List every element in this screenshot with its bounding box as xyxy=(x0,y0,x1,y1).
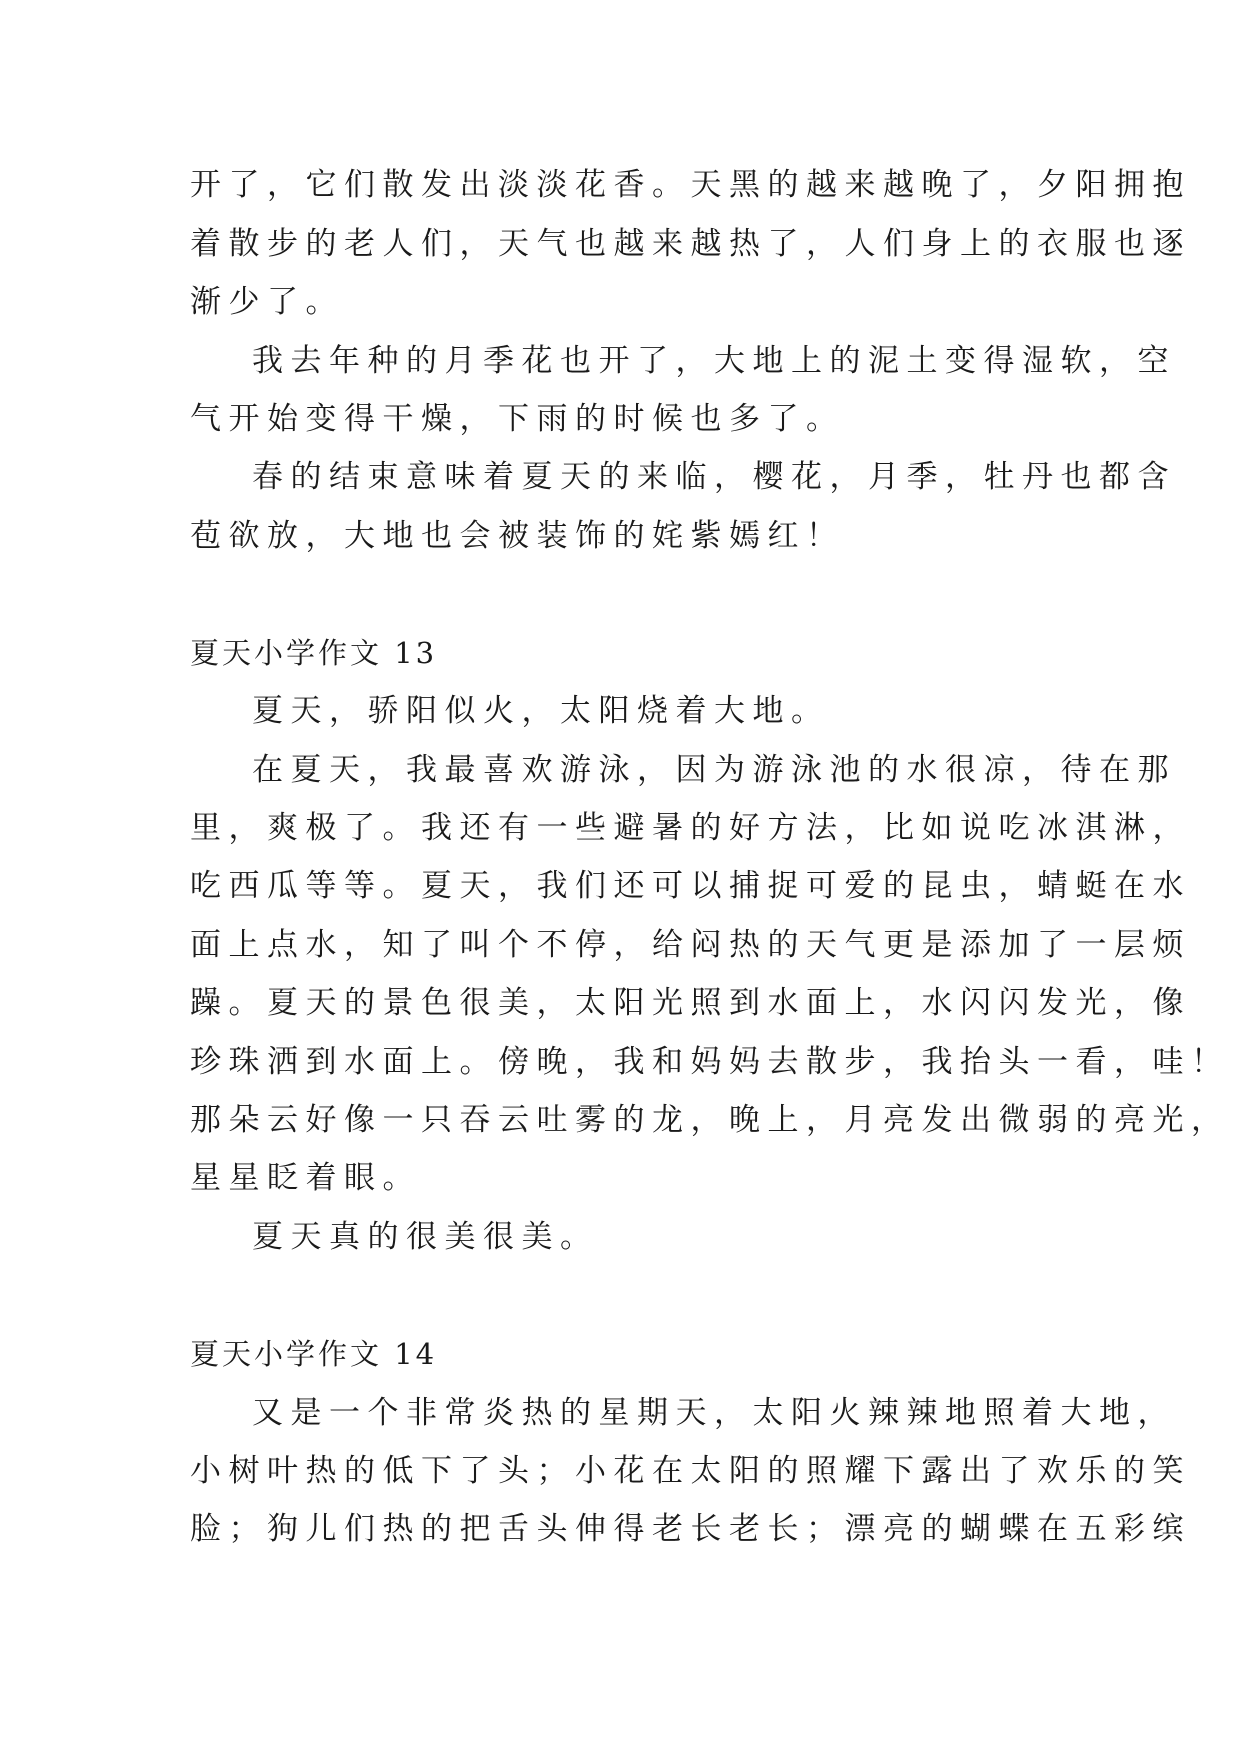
paragraph-start-line: 春的结束意味着夏天的来临，樱花，月季，牡丹也都含 xyxy=(252,459,1176,495)
section-heading: 夏天小学作文 14 xyxy=(190,1337,438,1371)
paragraph-start-line: 夏天，骄阳似火，太阳烧着大地。 xyxy=(252,693,830,729)
body-line: 气开始变得干燥，下雨的时候也多了。 xyxy=(190,401,845,437)
body-line: 珍珠洒到水面上。傍晚，我和妈妈去散步，我抬头一看，哇！ xyxy=(190,1044,1230,1080)
section-heading: 夏天小学作文 13 xyxy=(190,636,438,670)
paragraph-start-line: 夏天真的很美很美。 xyxy=(252,1219,599,1255)
body-line: 渐少了。 xyxy=(190,284,344,320)
paragraph-start-line: 在夏天，我最喜欢游泳，因为游泳池的水很凉，待在那 xyxy=(252,752,1176,788)
paragraph-start-line: 我去年种的月季花也开了，大地上的泥土变得湿软，空 xyxy=(252,343,1176,379)
paragraph-start-line: 又是一个非常炎热的星期天，太阳火辣辣地照着大地， xyxy=(252,1395,1176,1431)
body-line: 躁。夏天的景色很美，太阳光照到水面上，水闪闪发光，像 xyxy=(190,985,1191,1021)
body-line: 苞欲放，大地也会被装饰的姹紫嫣红！ xyxy=(190,518,845,554)
body-line: 开了，它们散发出淡淡花香。天黑的越来越晚了，夕阳拥抱 xyxy=(190,167,1191,203)
body-line: 星星眨着眼。 xyxy=(190,1160,421,1196)
body-line: 脸；狗儿们热的把舌头伸得老长老长；漂亮的蝴蝶在五彩缤 xyxy=(190,1511,1191,1547)
body-line: 着散步的老人们，天气也越来越热了，人们身上的衣服也逐 xyxy=(190,226,1191,262)
body-line: 吃西瓜等等。夏天，我们还可以捕捉可爱的昆虫，蜻蜓在水 xyxy=(190,868,1191,904)
body-line: 那朵云好像一只吞云吐雾的龙，晚上，月亮发出微弱的亮光， xyxy=(190,1102,1230,1138)
body-line: 小树叶热的低下了头；小花在太阳的照耀下露出了欢乐的笑 xyxy=(190,1453,1191,1489)
body-line: 里，爽极了。我还有一些避暑的好方法，比如说吃冰淇淋， xyxy=(190,810,1191,846)
body-line: 面上点水，知了叫个不停，给闷热的天气更是添加了一层烦 xyxy=(190,927,1191,963)
